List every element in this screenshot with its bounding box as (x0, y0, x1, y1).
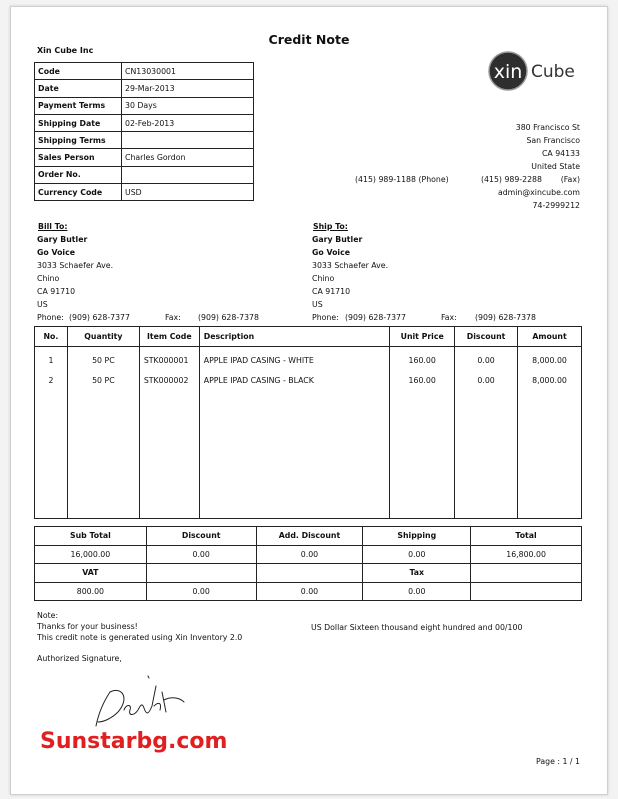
tax-header-cell (146, 564, 256, 583)
info-key: Sales Person (35, 149, 122, 166)
vat-value: 800.00 (35, 582, 147, 601)
table-filler-row (35, 390, 582, 519)
filler-cell (35, 390, 68, 519)
col-header-no: No. (35, 327, 68, 347)
ship-to-label: Ship To: (313, 222, 348, 231)
tax-header-row (35, 564, 582, 583)
ship-to-state: CA 91710 (312, 287, 351, 296)
info-key: Code (35, 63, 122, 80)
address-fax: (415) 989-2288 (481, 175, 542, 184)
tax-value-cell: 0.00 (256, 582, 363, 601)
bill-to-company: Go Voice (37, 248, 76, 257)
info-value: 30 Days (122, 97, 254, 114)
signature-stroke (96, 676, 184, 726)
ship-to-name: Gary Butler (312, 235, 363, 244)
cell-quantity: 50 PC (67, 347, 139, 371)
info-row (35, 149, 254, 166)
address-email: admin@xincube.com (497, 188, 580, 197)
tax-value-row (35, 582, 582, 601)
bill-to-phone-label: Phone: (37, 313, 64, 322)
col-header-discount: Discount (455, 327, 518, 347)
signature-image (88, 672, 192, 734)
document-title: Credit Note (268, 32, 350, 47)
ship-to-city: Chino (312, 274, 335, 283)
bill-to-street: 3033 Schaefer Ave. (37, 261, 114, 270)
info-row (35, 80, 254, 97)
amount-in-words: US Dollar Sixteen thousand eight hundred and 00/100 (311, 623, 523, 632)
info-key: Shipping Terms (35, 132, 122, 149)
info-row (35, 166, 254, 183)
bill-to-fax: (909) 628-7378 (198, 313, 259, 322)
note-label: Note: (37, 611, 59, 620)
subtotal-value: 16,000.00 (35, 545, 147, 564)
tax-header-cell (471, 564, 582, 583)
info-row (35, 63, 254, 80)
add-discount-label: Add. Discount (256, 527, 363, 546)
shipping-label: Shipping (363, 527, 471, 546)
tax-value-cell (471, 582, 582, 601)
info-key: Shipping Date (35, 114, 122, 131)
add-discount-value: 0.00 (256, 545, 363, 564)
totals-table (34, 526, 582, 601)
filler-cell (67, 390, 139, 519)
bill-to-phone: (909) 628-7377 (69, 313, 130, 322)
info-value: 02-Feb-2013 (122, 114, 254, 131)
info-value: 29-Mar-2013 (122, 80, 254, 97)
ship-to-company: Go Voice (312, 248, 351, 257)
cell-description: APPLE IPAD CASING - BLACK (199, 370, 390, 390)
company-name: Xin Cube Inc (37, 46, 94, 55)
tax-value: 0.00 (363, 582, 471, 601)
table-row (35, 347, 582, 371)
logo-text-cube: Cube (531, 62, 575, 82)
company-logo (486, 49, 586, 93)
ship-to-phone: (909) 628-7377 (345, 313, 406, 322)
address-phone: (415) 989-1188 (Phone) (355, 175, 449, 184)
address-street: 380 Francisco St (515, 123, 580, 132)
bill-to-label: Bill To: (38, 222, 68, 231)
cell-amount: 8,000.00 (518, 370, 582, 390)
info-value (122, 132, 254, 149)
ship-to-phone-label: Phone: (312, 313, 339, 322)
ship-to-fax-label: Fax: (441, 313, 457, 322)
items-table (34, 326, 582, 519)
filler-cell (139, 390, 199, 519)
address-country: United State (531, 162, 580, 171)
ship-to-fax: (909) 628-7378 (475, 313, 536, 322)
info-row (35, 132, 254, 149)
note-line-2: This credit note is generated using Xin Inventory 2.0 (37, 633, 243, 642)
info-table (34, 62, 254, 201)
cell-unit-price: 160.00 (390, 370, 455, 390)
address-city: San Francisco (526, 136, 580, 145)
bill-to-country: US (37, 300, 48, 309)
cell-no: 2 (35, 370, 68, 390)
cell-amount: 8,000.00 (518, 347, 582, 371)
filler-cell (199, 390, 390, 519)
col-header-description: Description (199, 327, 390, 347)
address-fax-label: (Fax) (560, 175, 580, 184)
signature-label: Authorized Signature, (37, 654, 122, 663)
watermark: Sunstarbg.com (40, 729, 228, 754)
discount-value: 0.00 (146, 545, 256, 564)
vat-label: VAT (35, 564, 147, 583)
filler-cell (455, 390, 518, 519)
info-key: Currency Code (35, 184, 122, 201)
address-reg: 74-2999212 (532, 201, 580, 210)
col-header-item-code: Item Code (139, 327, 199, 347)
cell-quantity: 50 PC (67, 370, 139, 390)
col-header-amount: Amount (518, 327, 582, 347)
ship-to-street: 3033 Schaefer Ave. (312, 261, 389, 270)
address-state: CA 94133 (541, 149, 580, 158)
info-value (122, 166, 254, 183)
shipping-value: 0.00 (363, 545, 471, 564)
logo-text-xin: xin (493, 61, 523, 83)
filler-cell (390, 390, 455, 519)
subtotal-label: Sub Total (35, 527, 147, 546)
cell-item-code: STK000001 (139, 347, 199, 371)
bill-to-state: CA 91710 (37, 287, 76, 296)
items-header-row (35, 327, 582, 347)
table-row (35, 370, 582, 390)
info-key: Date (35, 80, 122, 97)
info-key: Order No. (35, 166, 122, 183)
cell-discount: 0.00 (455, 347, 518, 371)
info-value: CN13030001 (122, 63, 254, 80)
cell-unit-price: 160.00 (390, 347, 455, 371)
bill-to-fax-label: Fax: (165, 313, 181, 322)
totals-value-row (35, 545, 582, 564)
bill-to-city: Chino (37, 274, 60, 283)
info-value: Charles Gordon (122, 149, 254, 166)
total-value: 16,800.00 (471, 545, 582, 564)
col-header-unit-price: Unit Price (390, 327, 455, 347)
ship-to-country: US (312, 300, 323, 309)
tax-label: Tax (363, 564, 471, 583)
discount-label: Discount (146, 527, 256, 546)
filler-cell (518, 390, 582, 519)
info-row (35, 184, 254, 201)
info-row (35, 114, 254, 131)
cell-item-code: STK000002 (139, 370, 199, 390)
info-value: USD (122, 184, 254, 201)
note-line-1: Thanks for your business! (37, 622, 138, 631)
tax-header-cell (256, 564, 363, 583)
totals-header-row (35, 527, 582, 546)
info-row (35, 97, 254, 114)
cell-no: 1 (35, 347, 68, 371)
cell-discount: 0.00 (455, 370, 518, 390)
bill-to-name: Gary Butler (37, 235, 88, 244)
cell-description: APPLE IPAD CASING - WHITE (199, 347, 390, 371)
tax-value-cell: 0.00 (146, 582, 256, 601)
col-header-quantity: Quantity (67, 327, 139, 347)
total-label: Total (471, 527, 582, 546)
page-number: Page : 1 / 1 (536, 757, 580, 766)
info-key: Payment Terms (35, 97, 122, 114)
